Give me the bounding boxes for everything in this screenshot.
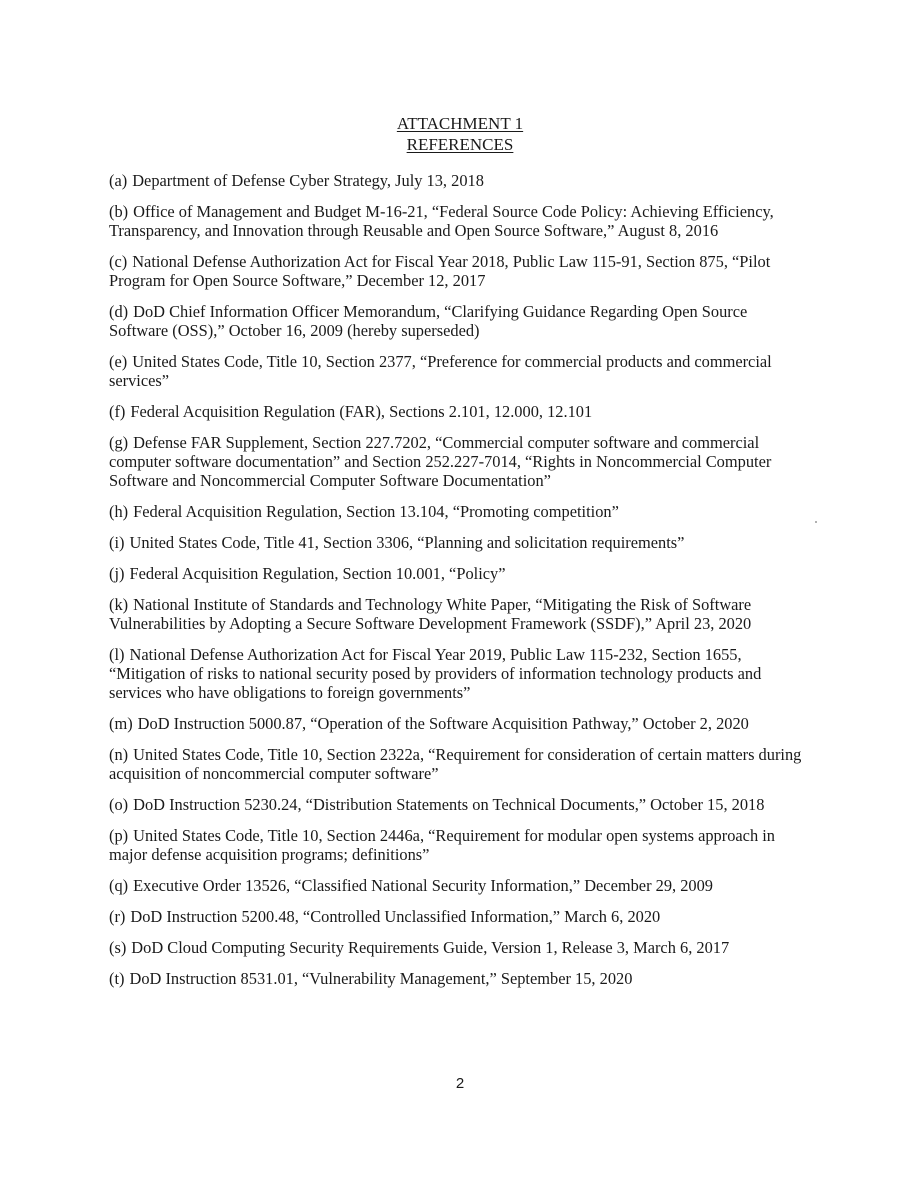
reference-item [109, 402, 809, 421]
reference-item [109, 645, 809, 702]
reference-label: (k) [109, 595, 129, 614]
reference-text: Office of Management and Budget M-16-21, “Federal Source Code Policy: Achieving Efficiency, Transparency, and Innovation through Reusable and Open Source Software,” August 8, 2016 [109, 202, 774, 240]
reference-label: (c) [109, 252, 128, 271]
reference-label: (i) [109, 533, 125, 552]
reference-label: (j) [109, 564, 125, 583]
reference-label: (f) [109, 402, 126, 421]
reference-label: (p) [109, 826, 129, 845]
reference-text: DoD Instruction 5000.87, “Operation of the Software Acquisition Pathway,” October 2, 2020 [137, 714, 749, 733]
reference-label: (t) [109, 969, 125, 988]
reference-item [109, 352, 809, 390]
reference-item [109, 533, 809, 552]
reference-item [109, 171, 809, 190]
reference-text: DoD Instruction 5230.24, “Distribution Statements on Technical Documents,” October 15, 2018 [133, 795, 765, 814]
attachment-header [0, 113, 920, 155]
reference-label: (o) [109, 795, 129, 814]
reference-label: (m) [109, 714, 133, 733]
reference-text: DoD Instruction 5200.48, “Controlled Unclassified Information,” March 6, 2020 [130, 907, 661, 926]
reference-label: (g) [109, 433, 129, 452]
reference-item [109, 826, 809, 864]
reference-label: (r) [109, 907, 126, 926]
reference-label: (h) [109, 502, 129, 521]
reference-text: National Institute of Standards and Technology White Paper, “Mitigating the Risk of Software Vulnerabilities by Adopting a Secure Software Development Framework (SSDF),” April 23, 2020 [109, 595, 752, 633]
reference-item [109, 969, 809, 988]
reference-text: United States Code, Title 10, Section 2446a, “Requirement for modular open systems approach in major defense acquisition programs; definitions” [109, 826, 775, 864]
reference-text: DoD Instruction 8531.01, “Vulnerability Management,” September 15, 2020 [129, 969, 633, 988]
reference-label: (q) [109, 876, 129, 895]
references-list [109, 171, 809, 1000]
reference-text: Federal Acquisition Regulation (FAR), Sections 2.101, 12.000, 12.101 [130, 402, 593, 421]
reference-item [109, 502, 809, 521]
reference-text: Federal Acquisition Regulation, Section 13.104, “Promoting competition” [133, 502, 619, 521]
reference-text: National Defense Authorization Act for Fiscal Year 2018, Public Law 115-91, Section 875, “Pilot Program for Open Source Software,” December 12, 2017 [109, 252, 771, 290]
reference-text: Federal Acquisition Regulation, Section 10.001, “Policy” [129, 564, 506, 583]
reference-item [109, 564, 809, 583]
reference-label: (s) [109, 938, 127, 957]
reference-label: (e) [109, 352, 128, 371]
reference-item [109, 202, 809, 240]
reference-item [109, 876, 809, 895]
reference-label: (a) [109, 171, 128, 190]
reference-item [109, 714, 809, 733]
reference-item [109, 795, 809, 814]
references-title: REFERENCES [406, 135, 514, 154]
page-number: 2 [455, 1075, 465, 1092]
reference-text: DoD Chief Information Officer Memorandum, “Clarifying Guidance Regarding Open Source Software (OSS),” October 16, 2009 (hereby superseded) [109, 302, 748, 340]
reference-label: (b) [109, 202, 129, 221]
reference-text: United States Code, Title 10, Section 2322a, “Requirement for consideration of certain matters during acquisition of noncommercial computer software” [109, 745, 802, 783]
reference-item [109, 595, 809, 633]
reference-item [109, 302, 809, 340]
reference-label: (n) [109, 745, 129, 764]
reference-text: Department of Defense Cyber Strategy, July 13, 2018 [132, 171, 484, 190]
attachment-title: ATTACHMENT 1 [396, 114, 524, 133]
reference-label: (l) [109, 645, 125, 664]
reference-item [109, 938, 809, 957]
reference-item [109, 252, 809, 290]
reference-item [109, 745, 809, 783]
reference-item [109, 907, 809, 926]
reference-text: United States Code, Title 10, Section 2377, “Preference for commercial products and commercial services” [109, 352, 772, 390]
reference-text: National Defense Authorization Act for Fiscal Year 2019, Public Law 115-232, Section 1655, “Mitigation of risks to national security posed by providers of information technology products and services who have obligations to foreign governments” [109, 645, 762, 702]
reference-item [109, 433, 809, 490]
reference-label: (d) [109, 302, 129, 321]
reference-text: United States Code, Title 41, Section 3306, “Planning and solicitation requirements” [129, 533, 685, 552]
reference-text: DoD Cloud Computing Security Requirements Guide, Version 1, Release 3, March 6, 2017 [131, 938, 730, 957]
scan-artifact [815, 521, 817, 523]
reference-text: Defense FAR Supplement, Section 227.7202, “Commercial computer software and commercial computer software documentation” and Section 252.227-7014, “Rights in Noncommercial Computer Software and Noncommercial Computer Software Documentation” [109, 433, 772, 490]
reference-text: Executive Order 13526, “Classified National Security Information,” December 29, 2009 [133, 876, 713, 895]
